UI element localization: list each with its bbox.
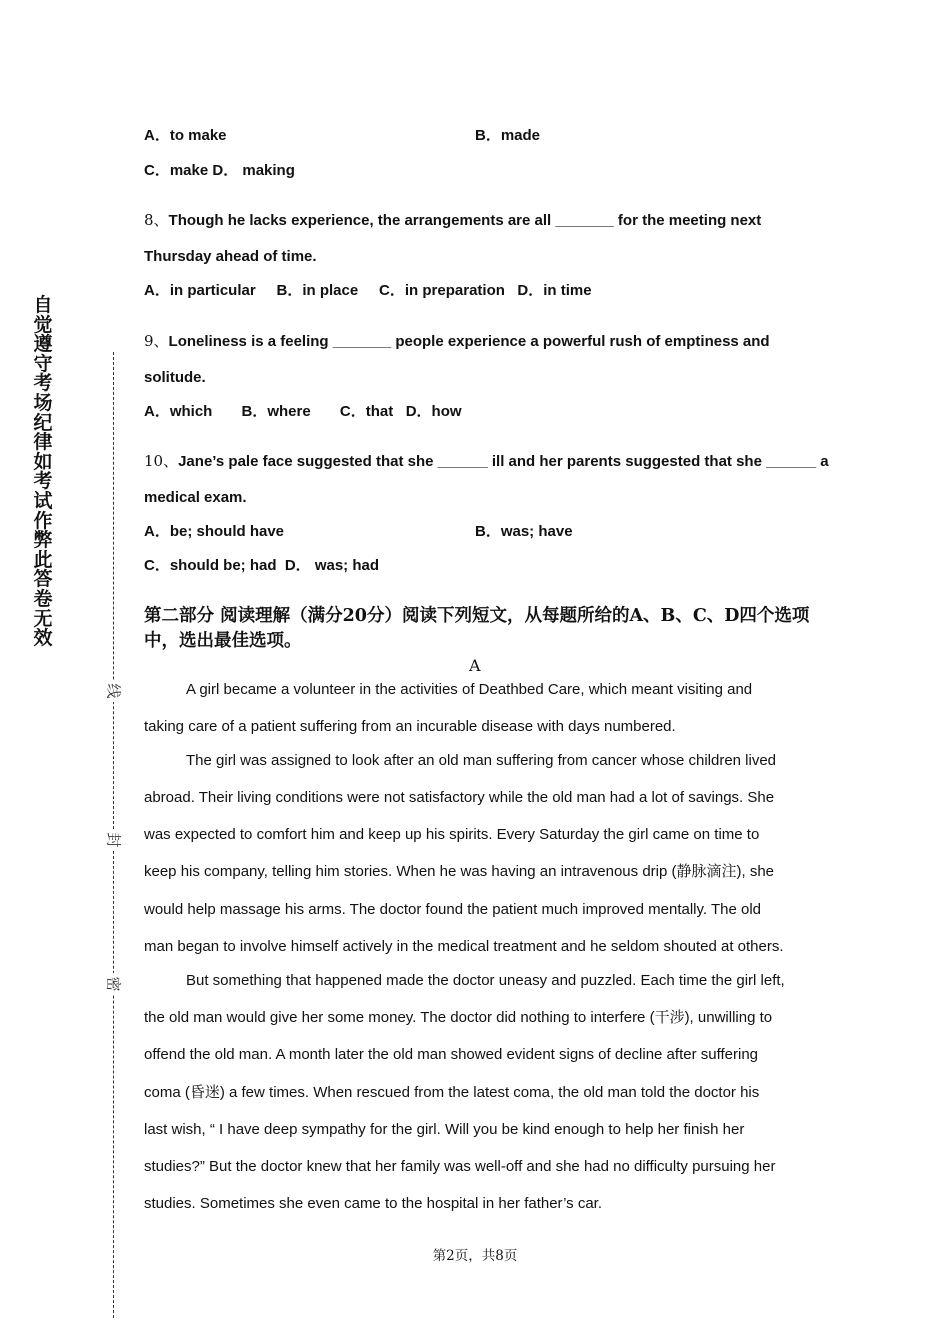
passage-line: would help massage his arms. The doctor found the patient much improved mentally. The old (144, 901, 761, 918)
q7-option-b: B．made (475, 127, 541, 144)
q8-options: A．in particular B．in place C．in preparation D．in time (144, 282, 592, 299)
passage-line: man began to involve himself actively in the medical treatment and he seldom shouted at others. (144, 938, 784, 955)
seal-mark-line: 线 (104, 680, 124, 702)
q10-stem-line1: 10、Jane’s pale face suggested that she ______ ill and her parents suggested that she ______ a (144, 452, 829, 470)
passage-line: abroad. Their living conditions were not satisfactory while the old man had a lot of savings. She (144, 789, 775, 806)
q10-option-b: B．was; have (475, 523, 573, 540)
q10-stem-line2: medical exam. (144, 489, 247, 506)
exam-discipline-notice: 自觉遵守考场纪律如考试作弊此答卷无效 (33, 294, 53, 650)
section-heading: 第二部分 阅读理解（满分20分）阅读下列短文，从每题所给的A、B、C、D四个选项中，选出最佳选项。 (144, 606, 810, 651)
seal-mark-secret: 密 (104, 973, 124, 995)
passage-line: But something that happened made the doctor uneasy and puzzled. Each time the girl left, (186, 972, 785, 989)
q7-option-cd: C．make D． making (144, 162, 295, 179)
q7-option-a: A．to make (144, 127, 227, 144)
q8-number: 8、 (144, 211, 169, 229)
passage-line: studies?” But the doctor knew that her family was well-off and she had no difficulty pursuing her (144, 1158, 776, 1175)
seal-mark-seal: 封 (104, 829, 124, 851)
passage-line: offend the old man. A month later the old man showed evident signs of decline after suffering (144, 1046, 759, 1063)
passage-line: keep his company, telling him stories. When he was having an intravenous drip (静脉滴注), she (144, 863, 775, 880)
q9-number: 9、 (144, 332, 169, 350)
q10-option-cd: C．should be; had D． was; had (144, 557, 380, 574)
passage-line: studies. Sometimes she even came to the hospital in her father’s car. (144, 1195, 603, 1212)
q10-number: 10、 (144, 452, 179, 470)
q9-stem-line1: 9、Loneliness is a feeling _______ people experience a powerful rush of emptiness and (144, 332, 770, 350)
passage-line: last wish, “ I have deep sympathy for the girl. Will you be kind enough to help her finish her (144, 1121, 745, 1138)
passage-line: the old man would give her some money. The doctor did nothing to interfere (干涉), unwilling to (144, 1009, 773, 1026)
passage-line: taking care of a patient suffering from an incurable disease with days numbered. (144, 718, 676, 735)
passage-title: A (469, 656, 481, 675)
passage-line: was expected to comfort him and keep up his spirits. Every Saturday the girl came on time to (144, 826, 760, 843)
passage-line: A girl became a volunteer in the activities of Deathbed Care, which meant visiting and (186, 681, 753, 698)
q8-stem-line1: 8、Though he lacks experience, the arrangements are all _______ for the meeting next (144, 211, 762, 229)
q8-stem-line2: Thursday ahead of time. (144, 248, 317, 265)
q9-stem-line2: solitude. (144, 369, 206, 386)
q10-option-a: A．be; should have (144, 523, 285, 540)
q9-options: A．which B．where C．that D．how (144, 403, 462, 420)
page-footer: 第2页，共8页 (432, 1248, 518, 1264)
passage-line: coma (昏迷) a few times. When rescued from the latest coma, the old man told the doctor his (144, 1084, 760, 1101)
passage-line: The girl was assigned to look after an old man suffering from cancer whose children lived (186, 752, 777, 769)
